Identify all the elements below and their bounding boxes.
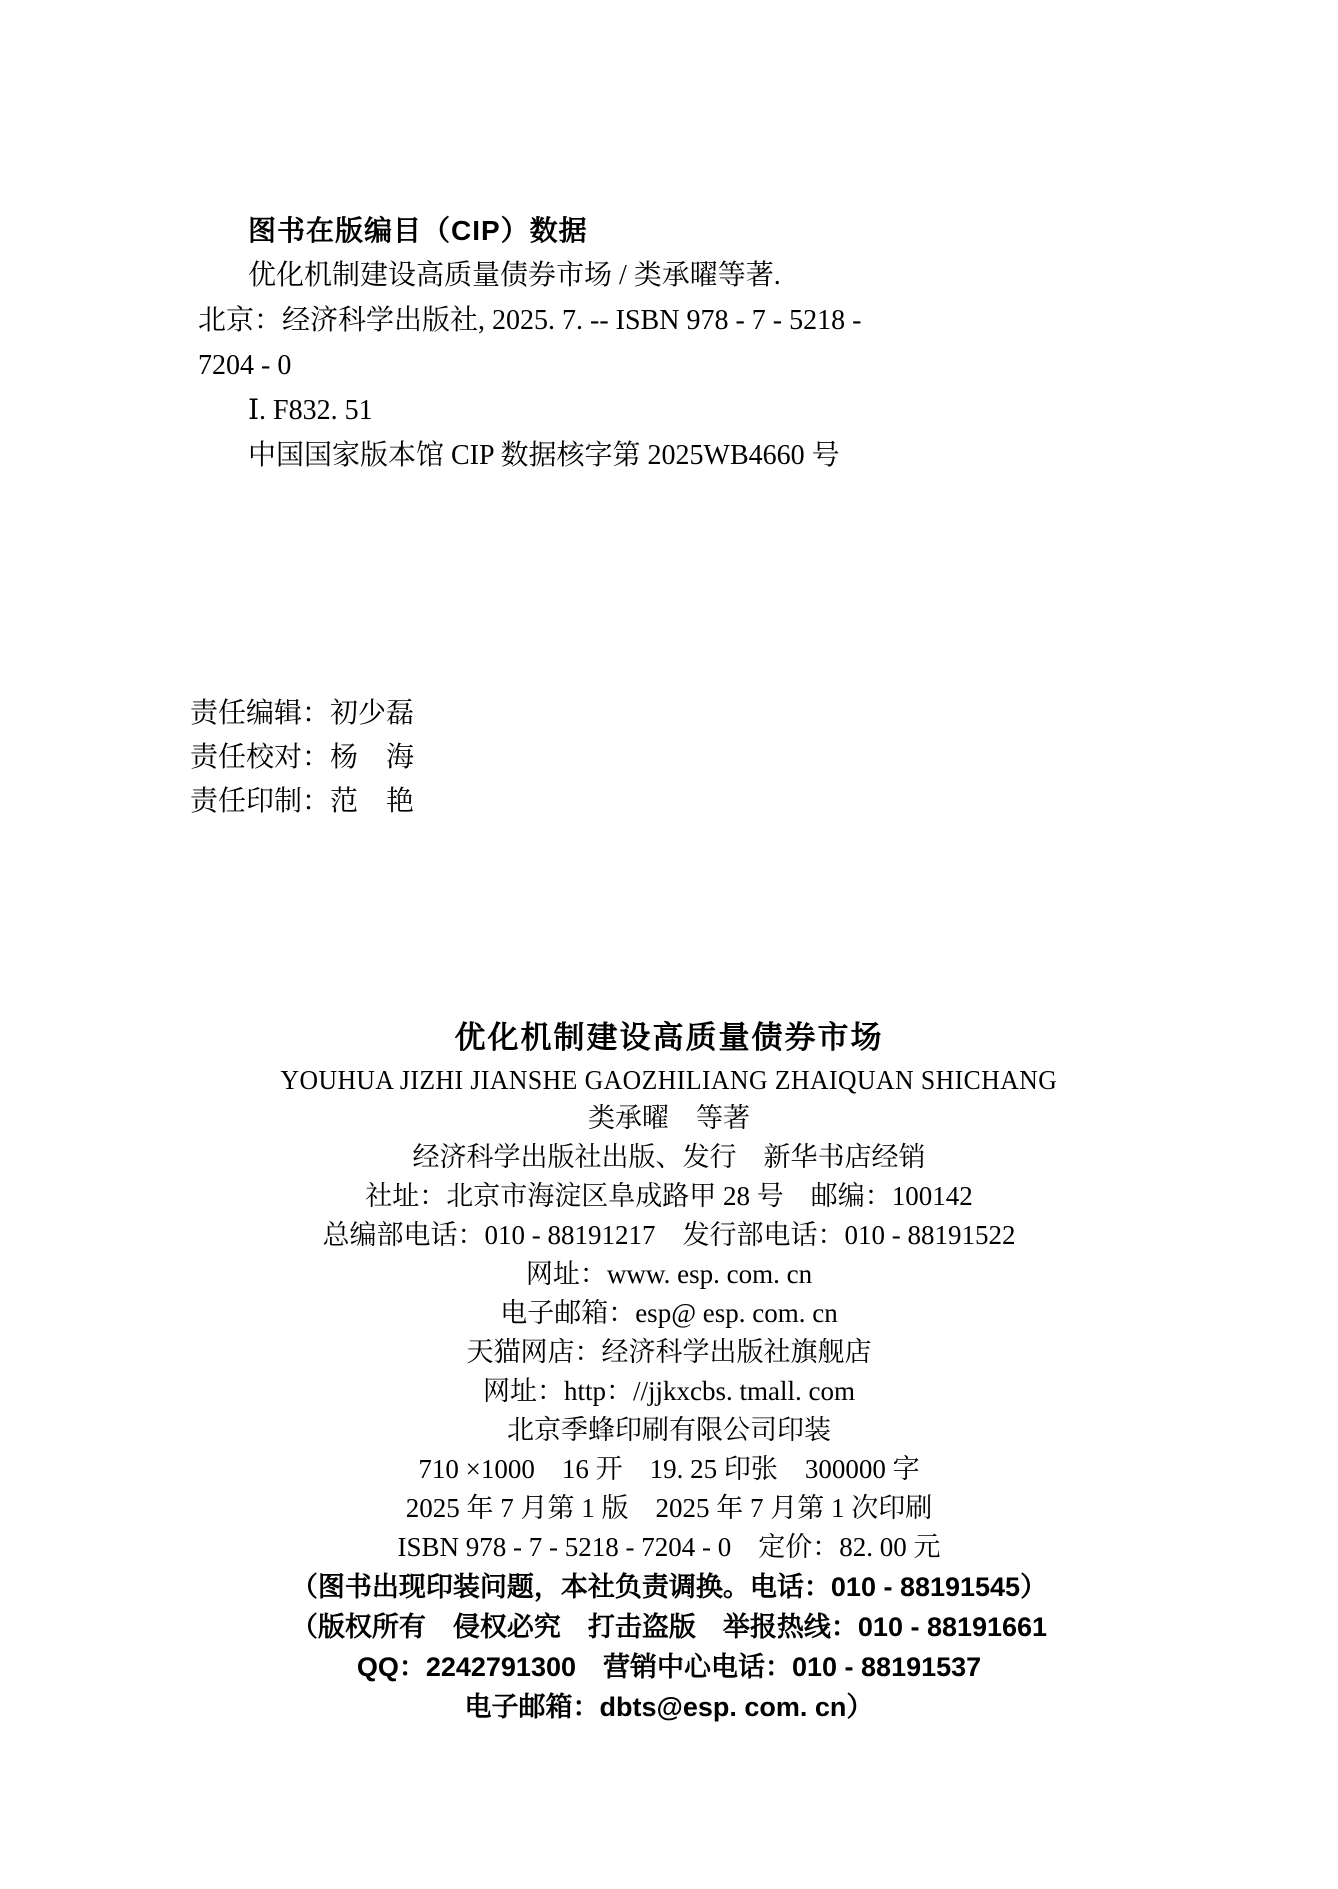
colophon-line-isbn-price: ISBN 978 - 7 - 5218 - 7204 - 0 定价：82. 00 元 [397, 1532, 941, 1562]
notice-line-exchange: （图书出现印装问题，本社负责调换。电话：010 - 88191545） [290, 1572, 1048, 1602]
staff-line-proofreader: 责任校对：杨 海 [190, 742, 415, 773]
cip-line-classification: Ⅰ. F832. 51 [248, 395, 373, 426]
notice-line-copyright-hotline: （版权所有 侵权必究 打击盗版 举报热线：010 - 88191661 [290, 1612, 1048, 1642]
cip-line-publisher-isbn: 北京：经济科学出版社, 2025. 7. -- ISBN 978 - 7 - 5218 - [198, 305, 862, 336]
colophon-line-tmall-url: 网址：http：//jjkxcbs. tmall. com [483, 1376, 855, 1406]
colophon-line-address-postcode: 社址：北京市海淀区阜成路甲 28 号 邮编：100142 [365, 1181, 973, 1211]
staff-block [190, 692, 414, 824]
colophon-line-publisher-distributor: 经济科学出版社出版、发行 新华书店经销 [412, 1142, 926, 1172]
colophon-line-website: 网址：www. esp. com. cn [525, 1259, 813, 1289]
book-title-pinyin-text: YOUHUA JIZHI JIANSHE GAOZHILIANG ZHAIQUAN SHICHANG [280, 1065, 1058, 1095]
colophon-line-tmall-store: 天猫网店：经济科学出版社旗舰店 [466, 1337, 872, 1367]
book-title: 优化机制建设高质量债券市场 [454, 1020, 884, 1055]
colophon-line-printer: 北京季蜂印刷有限公司印装 [507, 1415, 831, 1445]
cip-block [198, 208, 1208, 478]
book-author: 类承曜 等著 [588, 1103, 750, 1133]
notice-line-report-email: 电子邮箱：dbts@esp. com. cn） [464, 1692, 874, 1722]
colophon-line-format-sheets-words: 710 ×1000 16 开 19. 25 印张 300000 字 [418, 1454, 920, 1484]
colophon-line-phones: 总编部电话：010 - 88191217 发行部电话：010 - 88191522 [322, 1220, 1016, 1250]
staff-line-print-supervisor: 责任印制：范 艳 [190, 786, 415, 817]
notice-line-qq-marketing: QQ：2242791300 营销中心电话：010 - 88191537 [356, 1652, 982, 1682]
book-title-pinyin [0, 1061, 1338, 1099]
staff-line-editor: 责任编辑：初少磊 [190, 698, 415, 729]
colophon-line-email: 电子邮箱：esp@ esp. com. cn [500, 1298, 838, 1328]
cip-line-registry-number: 中国国家版本馆 CIP 数据核字第 2025WB4660 号 [248, 440, 840, 471]
cip-line-title-statement: 优化机制建设高质量债券市场 / 类承曜等著. [248, 260, 781, 291]
cip-line-isbn-continued: 7204 - 0 [198, 350, 292, 381]
colophon-block [0, 1014, 1338, 1727]
cip-heading: 图书在版编目（CIP）数据 [248, 215, 588, 246]
colophon-line-edition-printing: 2025 年 7 月第 1 版 2025 年 7 月第 1 次印刷 [405, 1493, 933, 1523]
